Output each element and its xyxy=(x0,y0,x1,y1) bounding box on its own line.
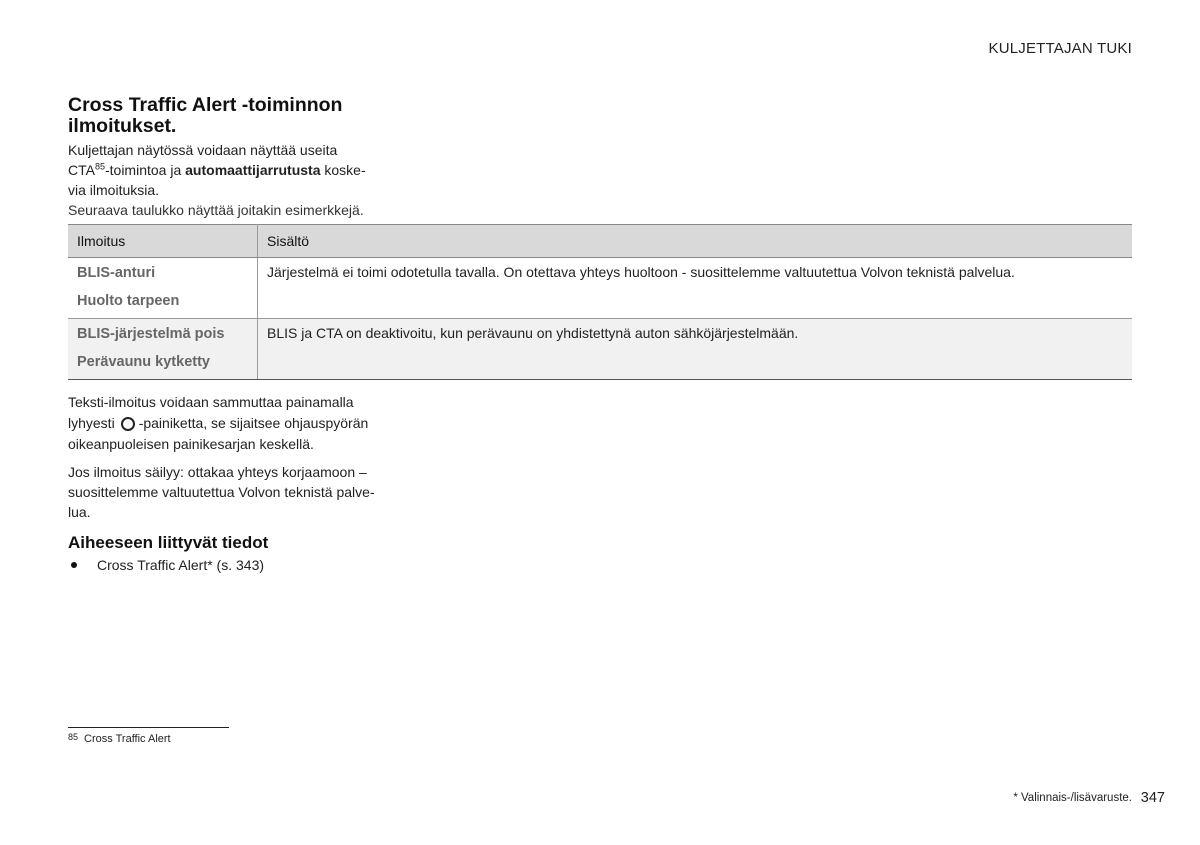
contact-line-3: lua. xyxy=(68,504,91,520)
table-row xyxy=(68,258,1132,319)
message-text: BLIS-järjestelmä pois xyxy=(77,326,225,342)
message-cell xyxy=(68,258,258,319)
intro-line-1: Kuljettajan näytössä voidaan näyttää useita xyxy=(68,142,338,158)
footnote-divider xyxy=(68,727,229,728)
column-header-content: Sisältö xyxy=(258,225,1133,258)
message-text: Perävaunu kytketty xyxy=(77,354,210,370)
footnote-number: 85 xyxy=(68,732,79,742)
contact-line-2: suosittelemme valtuutettua Volvon teknistä palve- xyxy=(68,484,375,500)
contact-line-1: Jos ilmoitus säilyy: ottakaa yhteys korjaamoon – xyxy=(68,464,367,480)
footnote-text: Cross Traffic Alert xyxy=(84,733,171,745)
intro-mid: -toimintoa ja xyxy=(104,162,186,178)
related-link-text[interactable]: Cross Traffic Alert* (s. 343) xyxy=(97,557,265,573)
message-cell xyxy=(68,319,258,380)
related-link[interactable] xyxy=(68,555,264,575)
footnote-ref[interactable]: 85 xyxy=(94,161,105,172)
dismiss-paragraph xyxy=(68,392,408,455)
content-text: BLIS ja CTA on deaktivoitu, kun perävaunu on yhdistettynä auton sähköjärjestelmään. xyxy=(267,325,799,341)
intro-tail: koske- xyxy=(320,162,366,178)
table-header-row xyxy=(68,225,1132,258)
page-number: 347 xyxy=(1140,790,1165,806)
messages-table xyxy=(68,224,1132,380)
page-title: Cross Traffic Alert -toiminnon ilmoitukset. xyxy=(68,94,343,137)
intro-bold-term: automaattijarrutusta xyxy=(185,162,321,178)
contact-paragraph xyxy=(68,462,408,522)
intro-paragraph xyxy=(68,140,408,200)
optional-equipment-note: * Valinnais-/lisävaruste. xyxy=(1013,792,1132,804)
bullet-icon xyxy=(71,562,77,568)
table-row xyxy=(68,319,1132,380)
dismiss-pre-icon: lyhyesti xyxy=(68,415,115,431)
intro-cta: CTA xyxy=(68,162,95,178)
footnote xyxy=(68,732,171,745)
column-header-message: Ilmoitus xyxy=(68,225,258,258)
related-heading: Aiheeseen liittyvät tiedot xyxy=(68,533,269,552)
dismiss-line-1: Teksti-ilmoitus voidaan sammuttaa painamalla xyxy=(68,394,354,410)
dismiss-post-icon: -painiketta, se sijaitsee ohjauspyörän xyxy=(138,415,369,431)
message-text: Huolto tarpeen xyxy=(77,293,180,309)
message-text: BLIS-anturi xyxy=(77,265,156,281)
content-cell xyxy=(258,319,1133,380)
section-header: KULJETTAJAN TUKI xyxy=(988,40,1132,57)
content-text: Järjestelmä ei toimi odotetulla tavalla. On otettava yhteys huoltoon - suosittelemme valtuutettua Volvon teknistä palvelua. xyxy=(267,264,1015,280)
content-cell xyxy=(258,258,1133,319)
steering-wheel-button-icon xyxy=(121,417,135,431)
table-caption: Seuraava taulukko näyttää joitakin esimerkkejä. xyxy=(68,202,364,218)
dismiss-line-3: oikeanpuoleisen painikesarjan keskellä. xyxy=(68,436,314,452)
intro-line-3: via ilmoituksia. xyxy=(68,182,160,198)
